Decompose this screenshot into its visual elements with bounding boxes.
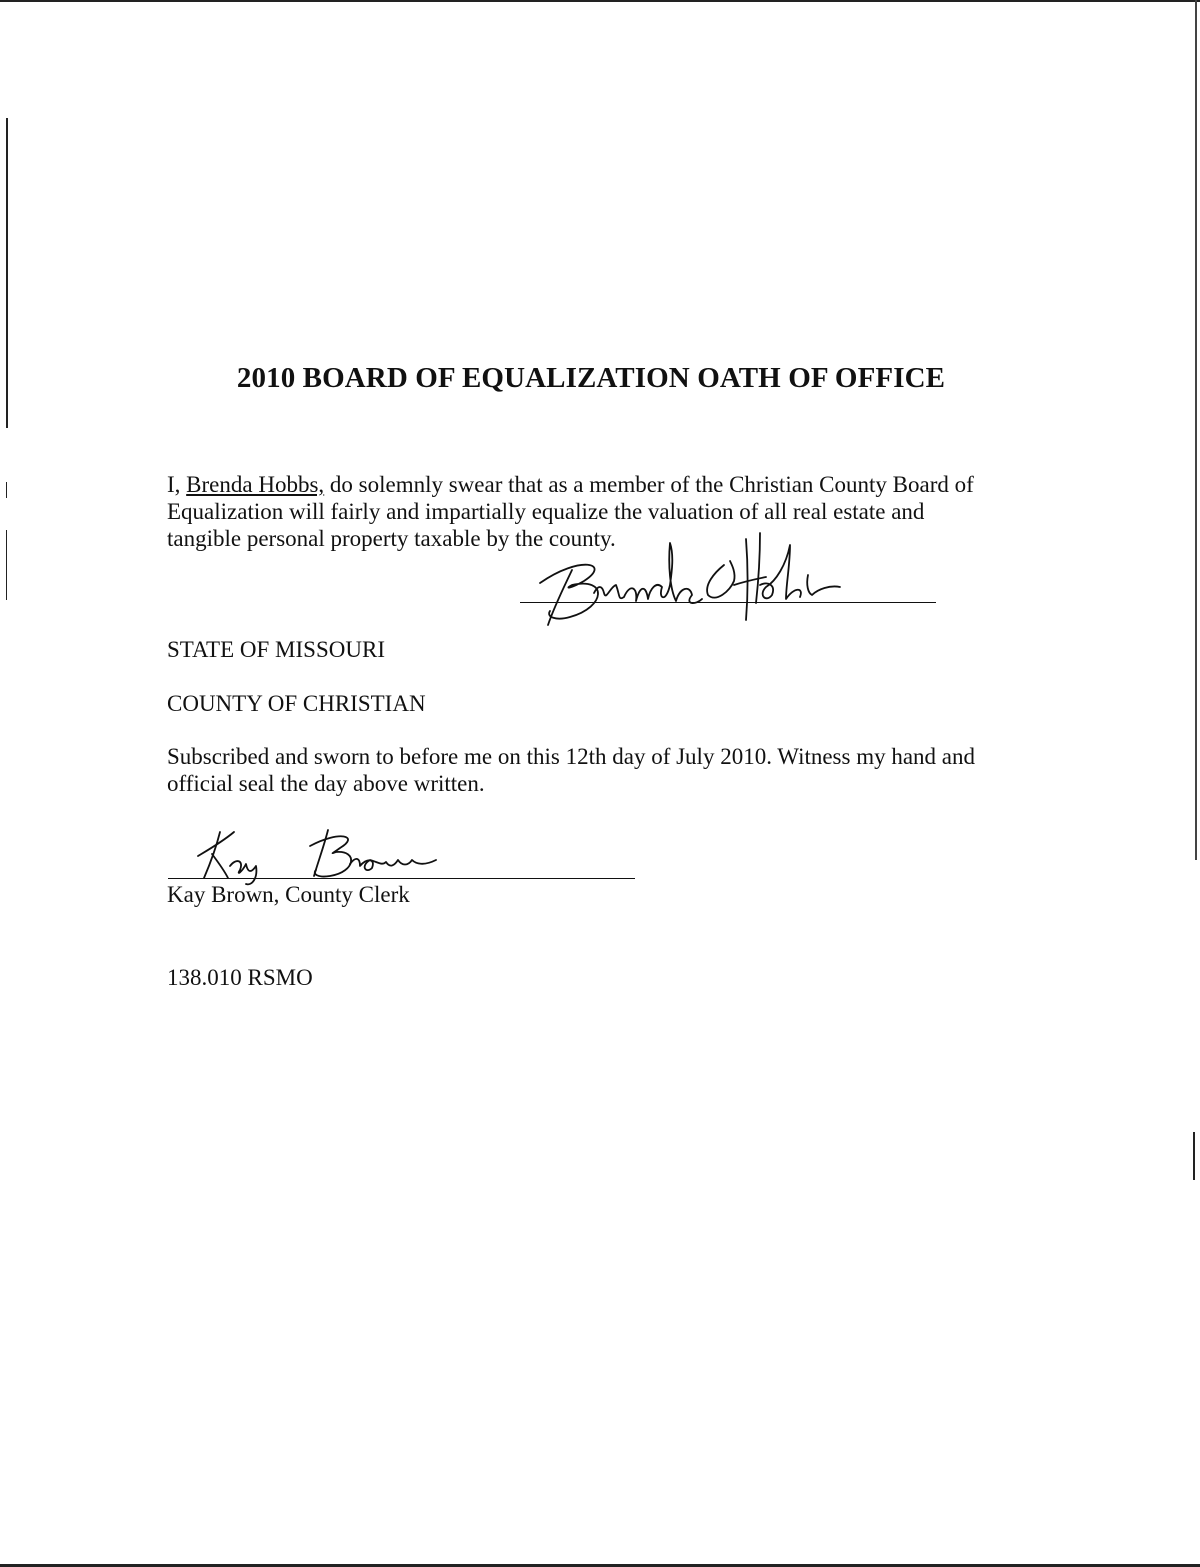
county-line: COUNTY OF CHRISTIAN (167, 691, 426, 716)
clerk-signature (190, 826, 450, 886)
clerk-caption: Kay Brown, County Clerk (167, 882, 410, 907)
subscription-paragraph (167, 743, 1027, 797)
member-name: Brenda Hobbs, (186, 472, 325, 497)
oath-line-1-text: do solemnly swear that as a member of the Christian County Board of (324, 472, 974, 497)
oath-line-2: Equalization will fairly and impartially equalize the valuation of all real estate and (167, 499, 925, 524)
scan-border-right-mark (1193, 1132, 1195, 1180)
statute-reference: 138.010 RSMO (167, 965, 313, 990)
scan-border-left-mark (6, 530, 7, 600)
scan-border-right (1195, 0, 1197, 860)
state-line: STATE OF MISSOURI (167, 637, 385, 662)
scan-border-top (0, 0, 1200, 2)
oath-line-3: tangible personal property taxable by the county. (167, 526, 616, 551)
oath-line-1 (167, 471, 1027, 498)
oath-prefix: I, (167, 472, 187, 497)
subscription-line-2: official seal the day above written. (167, 771, 485, 796)
subscription-line-1: Subscribed and sworn to before me on this 12th day of July 2010. Witness my hand and (167, 744, 976, 769)
member-signature (520, 525, 850, 630)
document-title: 2010 BOARD OF EQUALIZATION OATH OF OFFICE (236, 362, 946, 394)
scan-border-left-mark (6, 482, 7, 498)
